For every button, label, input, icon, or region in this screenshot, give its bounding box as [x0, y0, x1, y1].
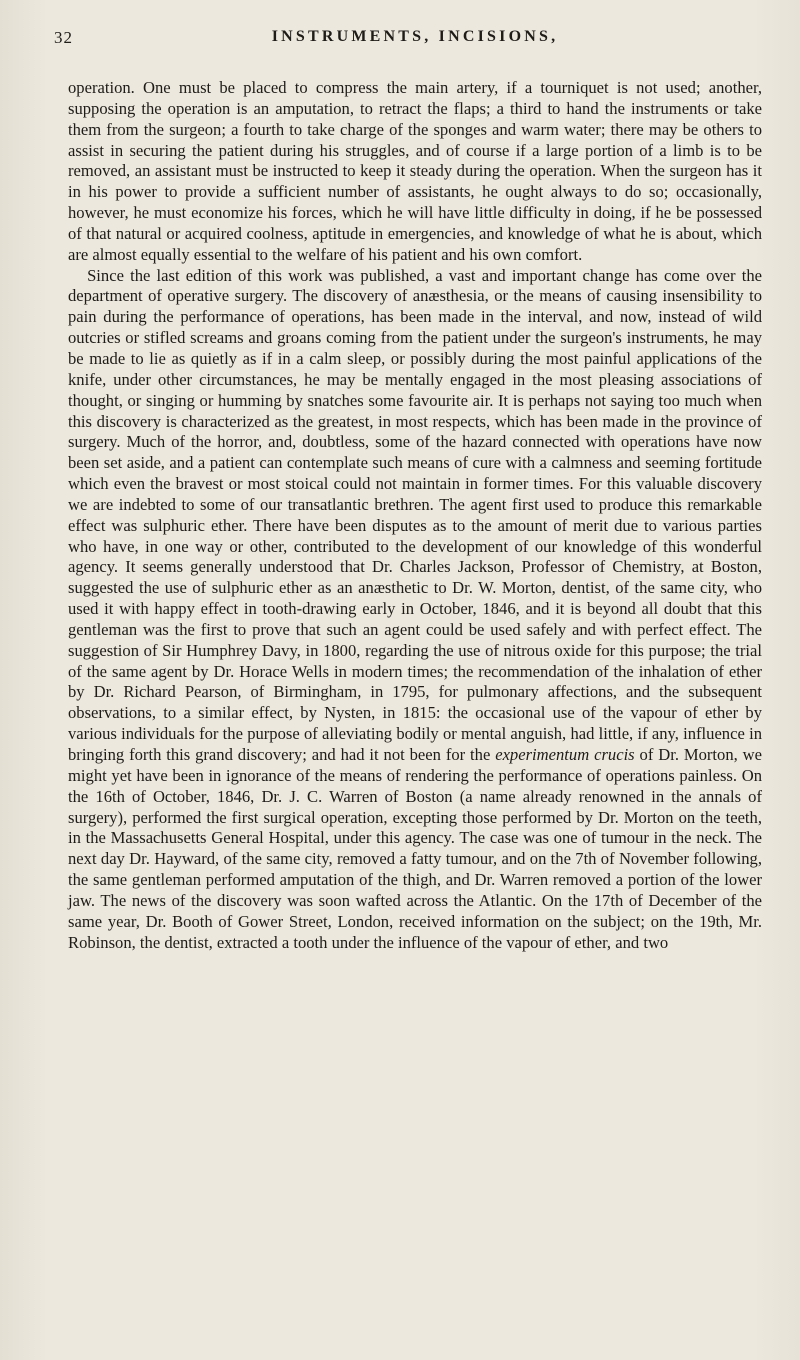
paragraph-anaesthesia-part-2: of Dr. Morton, we might yet have been in ignorance of the means of rendering the performance of operations painless. On the 16th of October, 1846, Dr. J. C. Warren of Boston (a name already renowned in the annals of surgery), performed the first surgical operation, excepting those performed by Dr. Morton on the teeth, in the Massachusetts General Hospital, under this agency. The case was one of tumour in the neck. The next day Dr. Hayward, of the same city, removed a fatty tumour, and on the 7th of November following, the same gentleman performed amputation of the thigh, and Dr. Warren removed a portion of the lower jaw. The news of the discovery was soon wafted across the Atlantic. On the 17th of December of the same year, Dr. Booth of Gower Street, London, received information on the subject; on the 19th, Mr. Robinson, the dentist, extracted a tooth under the influence of the vapour of ether, and two	[68, 745, 762, 952]
paragraph-anaesthesia	[68, 266, 762, 954]
page-number: 32	[54, 28, 73, 47]
running-head	[54, 28, 762, 52]
running-head-title: INSTRUMENTS, INCISIONS,	[271, 28, 559, 45]
paragraph-anaesthesia-part-1: Since the last edition of this work was published, a vast and important change has come over the department of operative surgery. The discovery of anæsthesia, or the means of causing insensibility to pain during the performance of operations, has been made in the interval, and now, instead of wild outcries or stifled screams and groans coming from the patient under the surgeon's instruments, he may be made to lie as quietly as if in a calm sleep, or possibly during the most painful applications of the knife, under other circumstances, he may be mentally engaged in the most pleasing associations of thought, or singing or humming by snatches some favourite air. It is perhaps not saying too much when this discovery is characterized as the greatest, in most respects, which has been made in the province of surgery. Much of the horror, and, doubtless, some of the hazard connected with operations have now been set aside, and a patient can contemplate such means of cure with a calmness and seeming fortitude which even the bravest or most stoical could not maintain in former times. For this valuable discovery we are indebted to some of our transatlantic brethren. The agent first used to produce this remarkable effect was sulphuric ether. There have been disputes as to the amount of merit due to various parties who have, in one way or other, contributed to the development of our knowledge of this wonderful agency. It seems generally understood that Dr. Charles Jackson, Professor of Chemistry, at Boston, suggested the use of sulphuric ether as an anæsthetic to Dr. W. Morton, dentist, of the same city, who used it with happy effect in tooth-drawing early in October, 1846, and it is beyond all doubt that this gentleman was the first to prove that such an agent could be used safely and with perfect effect. The suggestion of Sir Humphrey Davy, in 1800, regarding the use of nitrous oxide for this purpose; the trial of the same agent by Dr. Horace Wells in modern times; the recommendation of the inhalation of ether by Dr. Richard Pearson, of Birmingham, in 1795, for pulmonary affections, and the subsequent observations, to a similar effect, by Nysten, in 1815: the occasional use of the vapour of ether by various individuals for the purpose of alleviating bodily or mental anguish, had little, if any, influence in bringing forth this grand discovery; and had it not been for the	[68, 265, 762, 764]
italic-phrase: experimentum crucis	[495, 745, 635, 764]
paragraph-assistants: operation. One must be placed to compress the main artery, if a tourniquet is not used; another, supposing the operation is an amputation, to retract the flaps; a third to hand the instruments or take them from the surgeon; a fourth to take charge of the sponges and warm water; there may be others to assist in securing the patient during his struggles, and of course if a large portion of a limb is to be removed, an assistant must be instructed to keep it steady during the operation. When the surgeon has it in his power to provide a sufficient number of assistants, he ought always to do so; occasionally, however, he must economize his forces, which he will have little difficulty in doing, if he be possessed of that natural or acquired coolness, aptitude in emergencies, and knowledge of what he is about, which are almost equally essential to the welfare of his patient and his own comfort.	[68, 78, 762, 264]
body-text	[68, 78, 762, 953]
